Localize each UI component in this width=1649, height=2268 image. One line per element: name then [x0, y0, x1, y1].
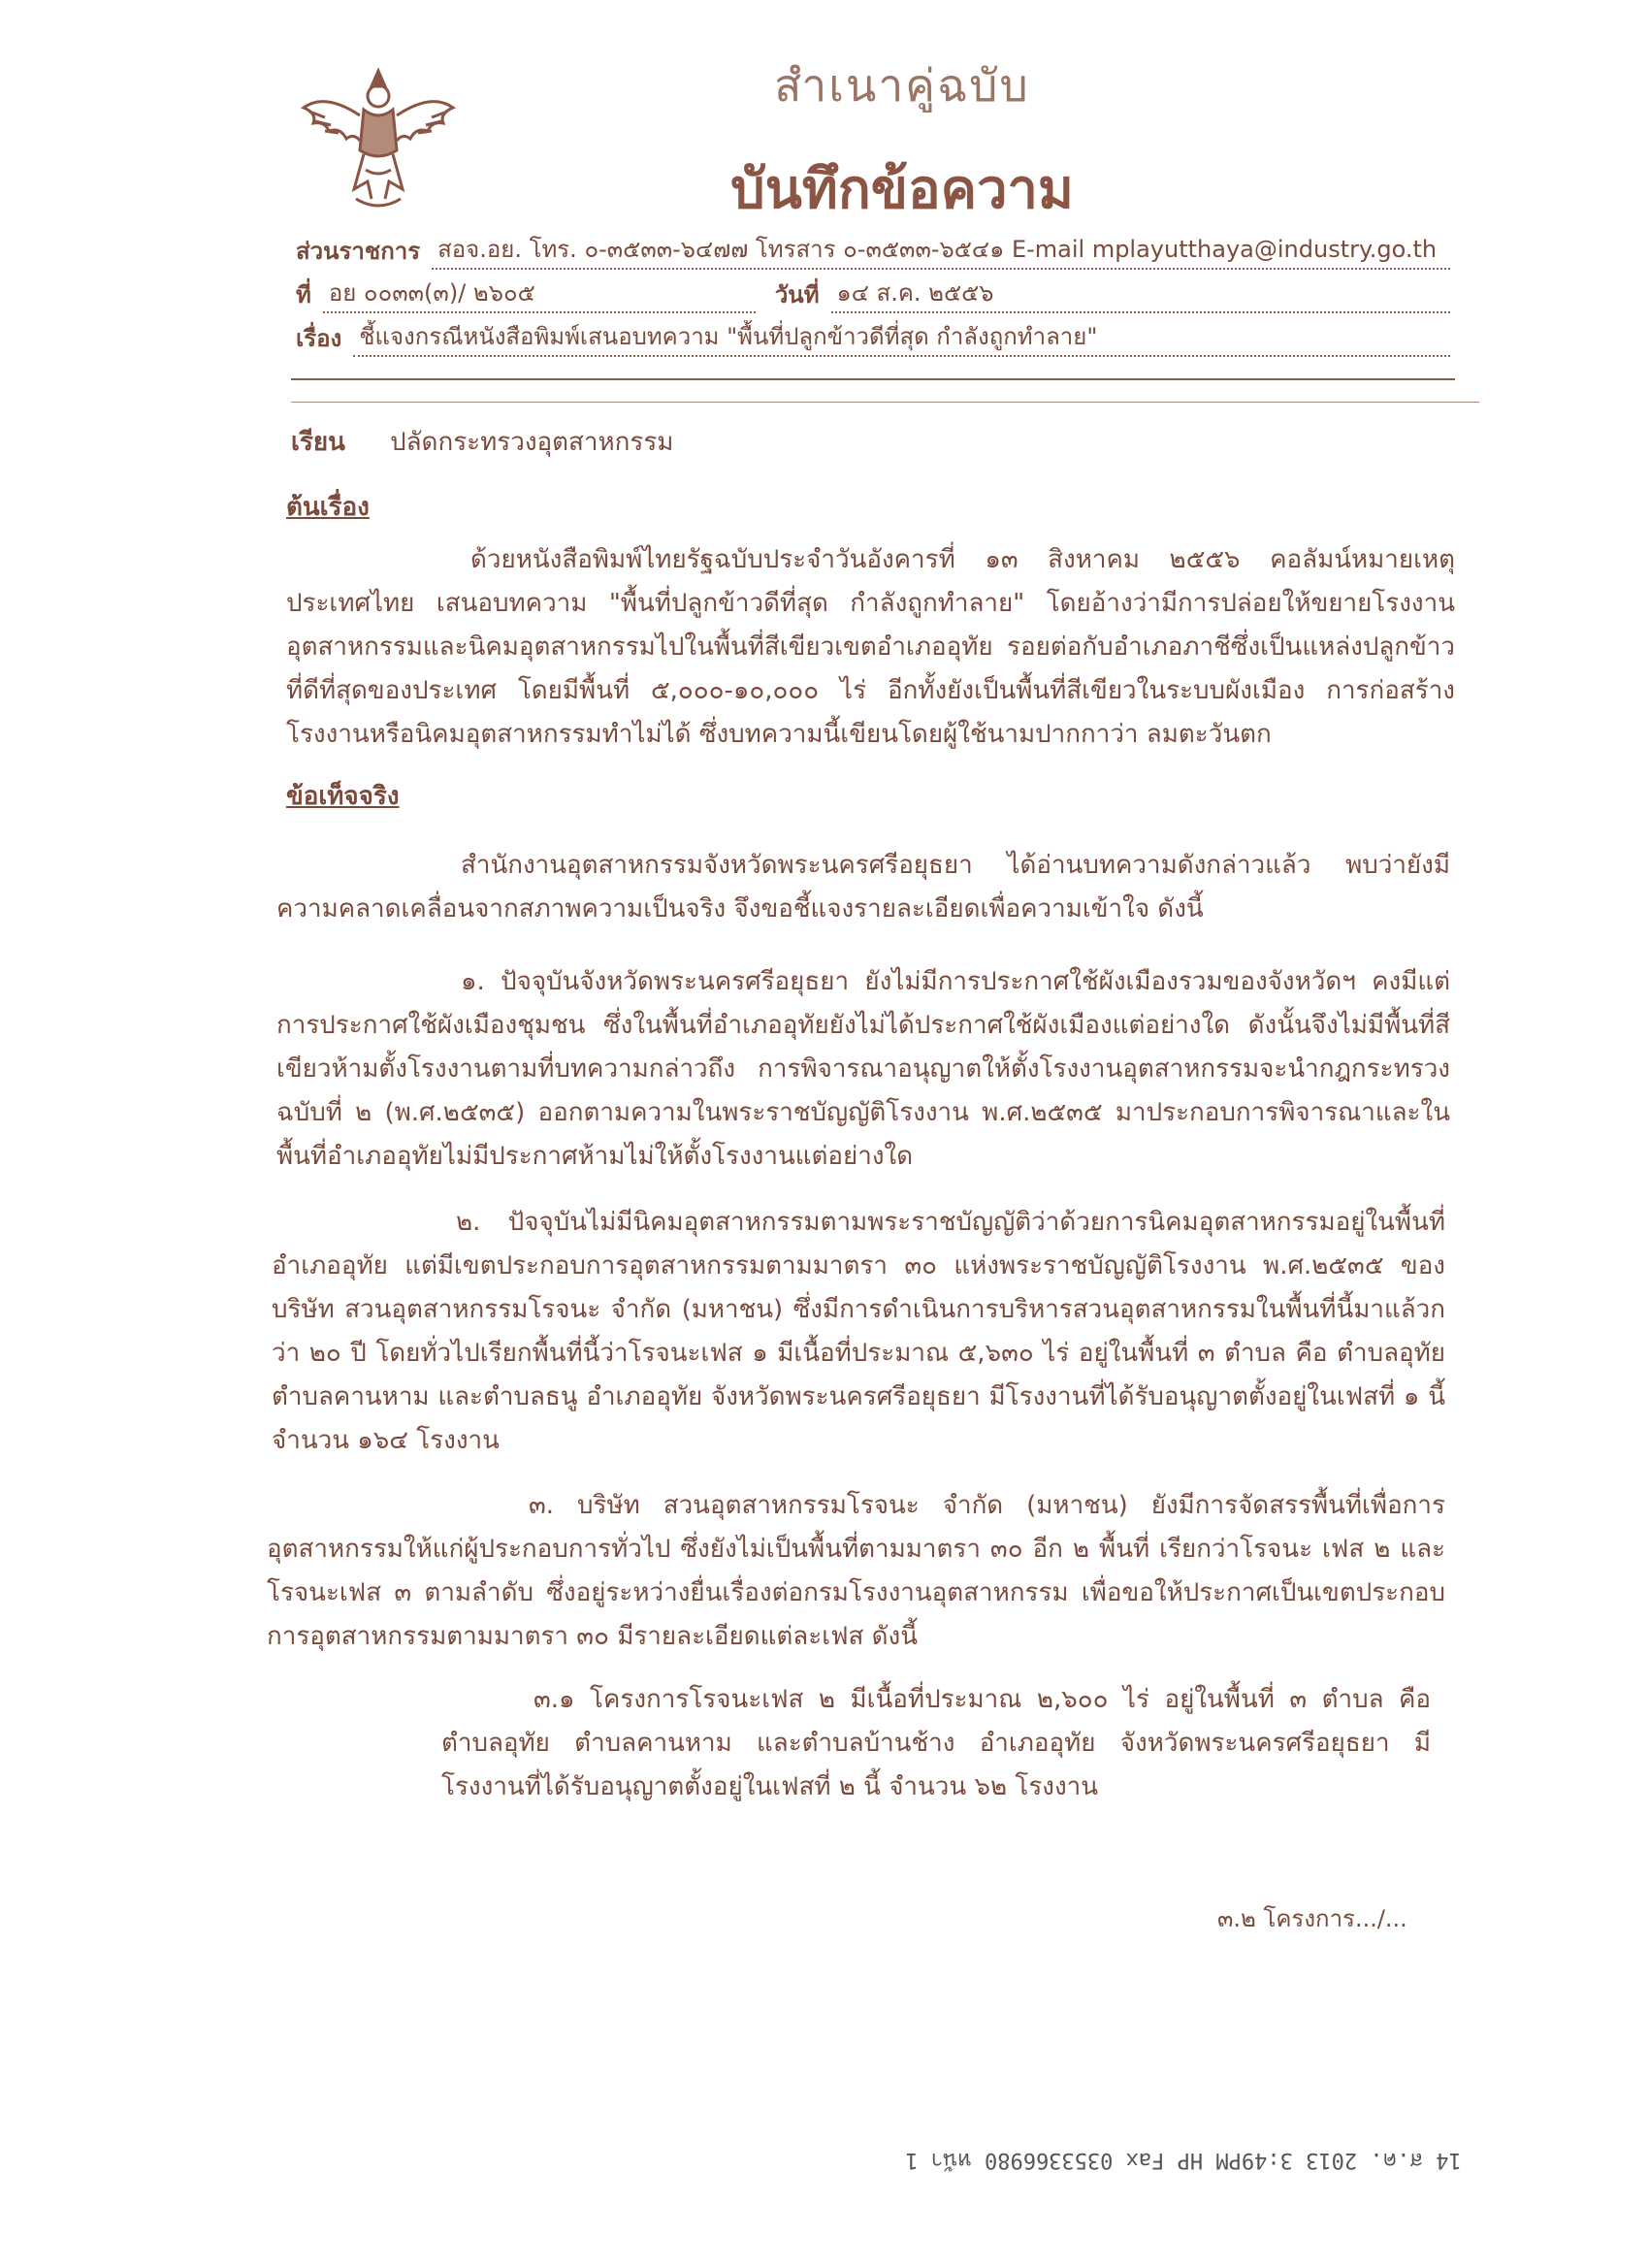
- salutation: [291, 422, 673, 462]
- fax-header-footer: 14 ส.ค. 2013 3:49PM HP Fax 0353366980 หน้า 1: [905, 2148, 1462, 2172]
- fact-item-3: ๓. บริษัท สวนอุตสาหกรรมโรจนะ จำกัด (มหาชน) ยังมีการจัดสรรพื้นที่เพื่อการอุตสาหกรรมให้แก่ผู้ประกอบการทั่วไป ซึ่งยังไม่เป็นพื้นที่ตามมาตรา ๓๐ อีก ๒ พื้นที่ เรียกว่าโรจนะ เฟส ๒ และโรจนะเฟส ๓ ตามลำดับ ซึ่งอยู่ระหว่างยื่นเรื่องต่อกรมโรงงานอุตสาหกรรม เพื่อขอให้ประกาศเป็นเขตประกอบการอุตสาหกรรมตามมาตรา ๓๐ มีรายละเอียดแต่ละเฟส ดังนี้: [267, 1491, 1445, 1651]
- facts-intro-paragraph: สำนักงานอุตสาหกรรมจังหวัดพระนครศรีอยุธยา ได้อ่านบทความดังกล่าวแล้ว พบว่ายังมีความคลาดเคลื่อนจากสภาพความเป็นจริง จึงขอชี้แจงรายละเอียดเพื่อความเข้าใจ ดังนี้: [276, 851, 1450, 923]
- fact-item-1: ๑. ปัจจุบันจังหวัดพระนครศรีอยุธยา ยังไม่มีการประกาศใช้ผังเมืองรวมของจังหวัดฯ คงมีแต่การประกาศใช้ผังเมืองชุมชน ซึ่งในพื้นที่อำเภออุทัยยังไม่ได้ประกาศใช้ผังเมืองแต่อย่างใด ดังนั้นจึงไม่มีพื้นที่สีเขียวห้ามตั้งโรงงานตามที่บทความกล่าวถึง การพิจารณาอนุญาตให้ตั้งโรงงานอุตสาหกรรมจะนำกฎกระทรวงฉบับที่ ๒ (พ.ศ.๒๕๓๕) ออกตามความในพระราชบัญญัติโรงงาน พ.ศ.๒๕๓๕ มาประกอบการพิจารณาและในพื้นที่อำเภออุทัยไม่มีประกาศห้ามไม่ให้ตั้งโรงงานแต่อย่างใด: [276, 967, 1450, 1171]
- garuda-emblem-icon: [296, 53, 461, 218]
- ref-label: ที่: [296, 281, 311, 308]
- memo-title: บันทึกข้อความ: [730, 158, 1074, 221]
- reference-line: [296, 276, 1450, 313]
- agency-label: ส่วนราชการ: [296, 238, 421, 265]
- agency-value: สอจ.อย. โทร. ๐-๓๕๓๓-๖๔๗๗ โทรสาร ๐-๓๕๓๓-๖๕๔๑ E-mail mplayutthaya@industry.go.th: [432, 233, 1450, 270]
- background-heading: ต้นเรื่อง: [286, 493, 370, 522]
- ref-value: อย ๐๐๓๓(๓)/ ๒๖๐๕: [323, 276, 756, 313]
- salutation-value: ปลัดกระทรวงอุตสาหกรรม: [390, 428, 674, 457]
- copy-stamp: สำเนาคู่ฉบับ: [774, 59, 1030, 112]
- salutation-label: เรียน: [291, 428, 345, 457]
- subject-value: ชี้แจงกรณีหนังสือพิมพ์เสนอบทความ "พื้นที่ปลูกข้าวดีที่สุด กำลังถูกทำลาย": [353, 320, 1450, 357]
- subject-label: เรื่อง: [296, 325, 342, 352]
- agency-line: [296, 233, 1450, 270]
- facts-heading: ข้อเท็จจริง: [286, 782, 400, 811]
- header-divider-secondary: [291, 402, 1479, 403]
- header-divider: [291, 378, 1455, 380]
- fact-item-2: ๒. ปัจจุบันไม่มีนิคมอุตสาหกรรมตามพระราชบัญญัติว่าด้วยการนิคมอุตสาหกรรมอยู่ในพื้นที่อำเภออุทัย แต่มีเขตประกอบการอุตสาหกรรมตามมาตรา ๓๐ แห่งพระราชบัญญัติโรงงาน พ.ศ.๒๕๓๕ ของบริษัท สวนอุตสาหกรรมโรจนะ จำกัด (มหาชน) ซึ่งมีการดำเนินการบริหารสวนอุตสาหกรรมในพื้นที่นี้มาแล้วกว่า ๒๐ ปี โดยทั่วไปเรียกพื้นที่นี้ว่าโรจนะเฟส ๑ มีเนื้อที่ประมาณ ๕,๖๓๐ ไร่ อยู่ในพื้นที่ ๓ ตำบล คือ ตำบลอุทัย ตำบลคานหาม และตำบลธนู อำเภออุทัย จังหวัดพระนครศรีอยุธยา มีโรงงานที่ได้รับอนุญาตตั้งอยู่ในเฟสที่ ๑ นี้ จำนวน ๑๖๔ โรงงาน: [272, 1208, 1445, 1455]
- date-value: ๑๔ ส.ค. ๒๕๕๖: [831, 276, 1450, 313]
- background-paragraph: ด้วยหนังสือพิมพ์ไทยรัฐฉบับประจำวันอังคารที่ ๑๓ สิงหาคม ๒๕๕๖ คอลัมน์หมายเหตุประเทศไทย เสนอบทความ "พื้นที่ปลูกข้าวดีที่สุด กำลังถูกทำลาย" โดยอ้างว่ามีการปล่อยให้ขยายโรงงานอุตสาหกรรมและนิคมอุตสาหกรรมไปในพื้นที่สีเขียวเขตอำเภออุทัย รอยต่อกับอำเภอภาชีซึ่งเป็นแหล่งปลูกข้าวที่ดีที่สุดของประเทศ โดยมีพื้นที่ ๕,๐๐๐-๑๐,๐๐๐ ไร่ อีกทั้งยังเป็นพื้นที่สีเขียวในระบบผังเมือง การก่อสร้างโรงงานหรือนิคมอุตสาหกรรมทำไม่ได้ ซึ่งบทความนี้เขียนโดยผู้ใช้นามปากกาว่า ลมตะวันตก: [286, 545, 1455, 749]
- subject-line: [296, 320, 1450, 357]
- continuation-marker: ๓.๒ โครงการ.../...: [1217, 1905, 1407, 1932]
- date-label: วันที่: [774, 281, 820, 308]
- fact-item-3-1: ๓.๑ โครงการโรจนะเฟส ๒ มีเนื้อที่ประมาณ ๒,๖๐๐ ไร่ อยู่ในพื้นที่ ๓ ตำบล คือ ตำบลอุทัย ตำบลคานหาม และตำบลบ้านช้าง อำเภออุทัย จังหวัดพระนครศรีอยุธยา มีโรงงานที่ได้รับอนุญาตตั้งอยู่ในเฟสที่ ๒ นี้ จำนวน ๖๒ โรงงาน: [441, 1685, 1431, 1801]
